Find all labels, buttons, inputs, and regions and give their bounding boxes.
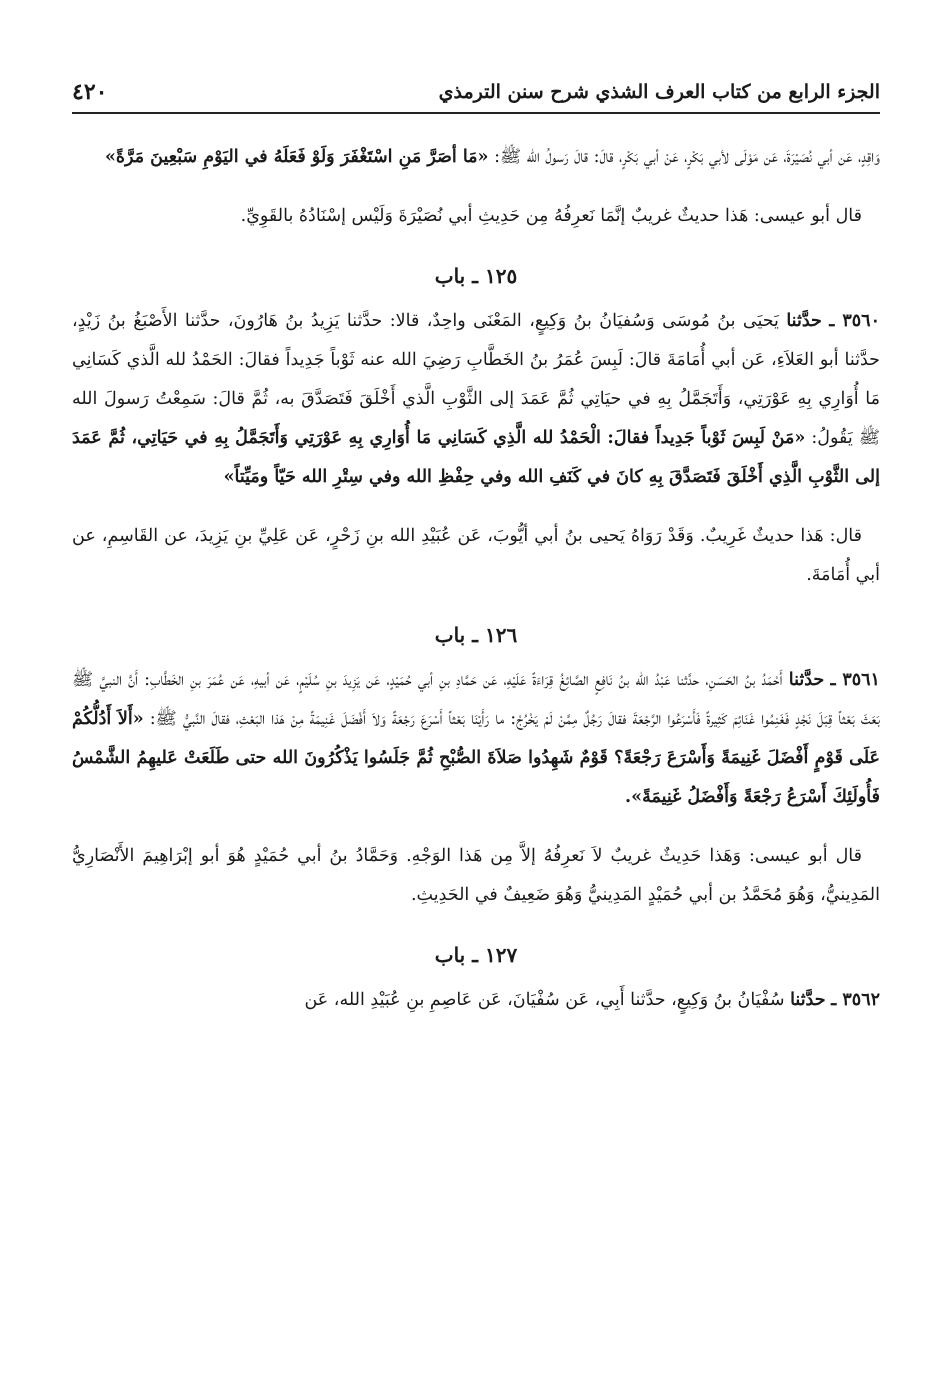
- prophetic-quote: «أَلاَ أَدُلُّكُمْ عَلَى قَوْمٍ أَفْضَلَ غَنِيمَةً وَأَسْرَعَ رَجْعَةً؟ قَوْمٌ شَهِدُوا صَلاَةَ الصُّبْحِ ثُمَّ جَلَسُوا يَذْكُرُونَ الله حتى طَلَعَتْ عَليهِمُ الشَّمْسُ فَأُولَئِكَ أَسْرَعُ رَجْعَةً وَأَفْضَلُ غَنِيمَةً».: [72, 709, 880, 807]
- book-page: [72, 0, 880, 1378]
- hadith-lead-word: حدَّثنا: [788, 670, 825, 690]
- chapter-heading-126: [72, 617, 880, 653]
- hadith-number: ٣٥٦٢ ـ: [831, 990, 880, 1010]
- chapter-heading-label: ١٢٧ ـ باب: [434, 943, 518, 967]
- commentary-paragraph: قال: هَذا حديثٌ غَرِيبٌ. وَقَدْ رَوَاهُ يَحيى بنُ أبي أيُّوبَ، عَن عُبَيْدِ الله بنِ زَحْرٍ، عَن عَلِيِّ بنِ يَزِيدَ، عن القَاسِمِ، عن أبي أُمَامَةَ.: [72, 526, 880, 585]
- narration-text: أَحْمَدُ بنُ الحَسَنِ، حدَّثنا عَبْدُ الله بنُ نَافِعٍ الصَّائِغُ قِرَاءَةً عَلَيْهِ، عَن حَمَّادِ بنِ أبي حُمَيْدٍ، عَن يَزِيدَ بنِ سُلَيْمٍ، عَن أبيهِ، عَن عُمَرَ بنِ الخَطَّابِ: أَنَّ النبيَّ ﷺ بَعَثَ بَعْثاً قِبَلَ نَجْدٍ فَغَنِمُوا غَنَائِمَ كَثِيرةً فَأَسْرَعُوا الرَّجْعَةَ فقالَ رَجُلٌ مِمَّنْ لَمْ يَخْرُجْ: ما رَأَيْنَا بَعْثاً أَسْرَعَ رَجْعَةً وَلاَ أَفْضَلَ غَنِيمَةً مِنْ هَذا البَعْثِ، فقالَ النَّبيُّ ﷺ:: [72, 670, 881, 729]
- chapter-heading-label: ١٢٦ ـ باب: [434, 623, 518, 647]
- page-number: ٤٢٠: [72, 79, 108, 105]
- page-header: [72, 72, 880, 114]
- hadith-3562: [72, 981, 880, 1020]
- hadith-3561: [72, 661, 880, 817]
- hadith-number: ٣٥٦١ ـ: [830, 670, 880, 690]
- chapter-heading-label: ١٢٥ ـ باب: [434, 264, 518, 288]
- narration-text: يَحيَى بنُ مُوسَى وَسُفيَانُ بنُ وَكِيعٍ، المَعْنَى واحِدٌ، قالا: حدَّثنا يَزِيدُ بنُ هَارُونَ، حدَّثنا الأَصْبَغُ بنُ زَيْدٍ، حدَّثنا أبو العَلاَءِ، عَن أبي أُمَامَةَ قالَ: لَبِسَ عُمَرُ بنُ الخَطَّابِ رَضِيَ الله عنه ثَوْباً جَدِيداً فقالَ: الحَمْدُ لله الَّذي كَسَانِي مَا أُوَارِي بِهِ عَوْرَتِي، وَأَتَجَمَّلُ بِهِ في حيَاتِي ثُمَّ عَمَدَ إلى الثَّوْبِ الَّذي أَخْلَقَ فَتَصَدَّقَ به، ثُمَّ قالَ: سَمِعْتُ رَسولَ الله ﷺ يَقُولُ:: [72, 311, 880, 448]
- prophetic-quote: «مَا أصَرَّ مَنِ اسْتَغْفَرَ وَلَوْ فَعَلَهُ في اليَوْمِ سَبْعِينَ مَرَّةً»: [104, 147, 489, 167]
- chapter-heading-125: [72, 258, 880, 294]
- hadith-continuation: [72, 138, 880, 177]
- narration-text: وَاقِدٍ، عَن أبي نُصَيْرَةَ، عَن مَوْلَى لأبي بَكْرٍ، عَنْ أبي بَكْرٍ، قالَ: قالَ رَسولُ الله ﷺ:: [494, 147, 880, 167]
- hadith-3560: [72, 302, 880, 497]
- page-body: [72, 138, 880, 1020]
- hadith-lead-word: حدَّثنا: [786, 311, 822, 331]
- commentary-paragraph: قال أبو عيسى: هَذا حديثٌ غريبٌ إنَّمَا نَعرِفُهُ مِن حَدِيثِ أبي نُصَيْرَةَ وَلَيْس إسْنَادُهُ بالقَوِيِّ.: [240, 206, 862, 226]
- narration-text: سُفْيَانُ بنُ وَكِيعٍ، حدَّثنا أَبِي، عَن سُفْيَانَ، عَن عَاصِمِ بنِ عُبَيْدِ الله، عَن: [304, 990, 785, 1010]
- commentary-paragraph: قال أبو عيسى: وَهَذا حَدِيثٌ غريبٌ لاَ نَعرِفُهُ إلاَّ مِن هَذا الوَجْهِ. وَحَمَّادُ بنُ أبي حُمَيْدٍ هُوَ أبو إبْرَاهِيمَ الأَنْصَارِيُّ المَدِينيُّ، وَهُوَ مُحَمَّدُ بن أبي حُمَيْدٍ المَدِينيُّ وَهُوَ ضَعِيفٌ في الحَدِيثِ.: [72, 846, 880, 905]
- prophetic-quote: «مَنْ لَبِسَ ثَوْباً جَدِيداً فقالَ: الْحَمْدُ لله الَّذِي كَسَانِي مَا أُوَارِي بِهِ عَوْرَتِي وَأَتَجَمَّلُ بِهِ في حَيَاتِي، ثُمَّ عَمَدَ إلى الثَّوْبِ الَّذِي أَخْلَقَ فَتَصَدَّقَ بِهِ كانَ في كَنَفِ الله وفي حِفْظِ الله وفي سِتْرِ الله حَيّاً ومَيِّتاً»: [72, 428, 880, 487]
- hadith-number: ٣٥٦٠ ـ: [829, 311, 880, 331]
- hadith-lead-word: حدَّثنا: [790, 990, 826, 1010]
- chapter-heading-127: [72, 937, 880, 973]
- running-title: الجزء الرابع من كتاب العرف الشذي شرح سنن الترمذي: [438, 81, 880, 103]
